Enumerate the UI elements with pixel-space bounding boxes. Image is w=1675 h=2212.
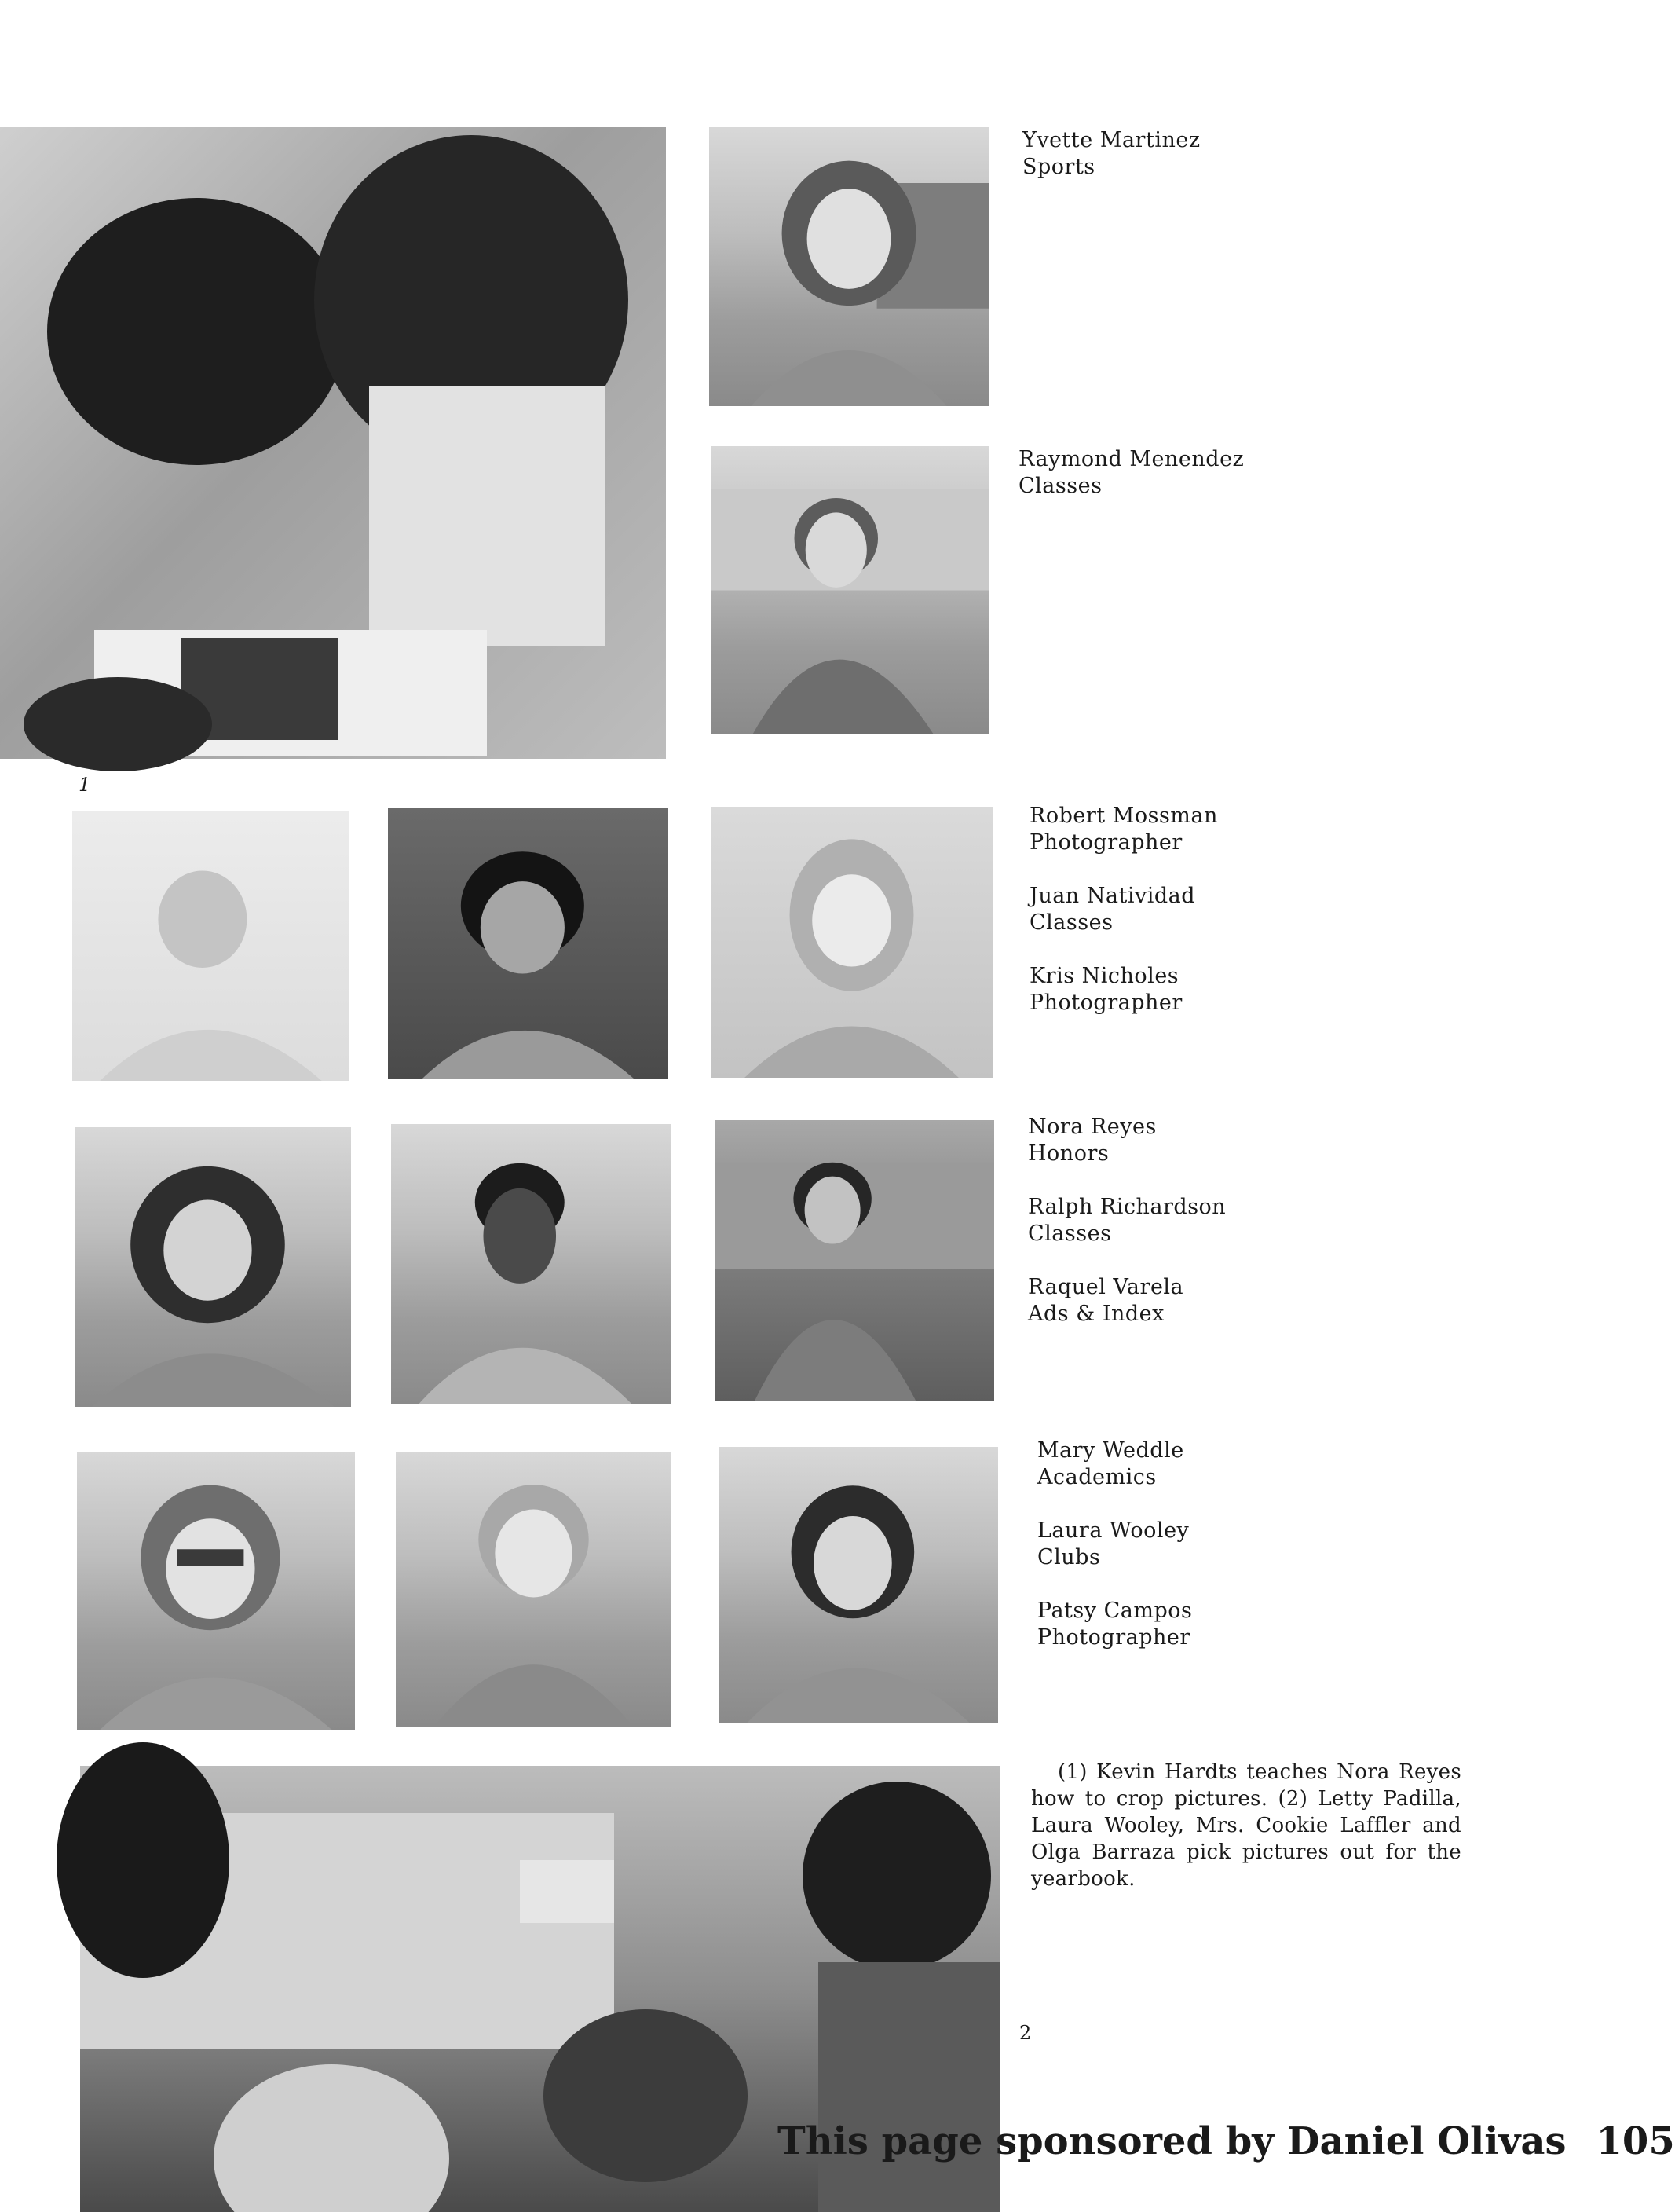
page-footer <box>777 2119 1675 2163</box>
portrait-ralph-richardson <box>391 1124 671 1404</box>
caption-role: Photographer <box>1037 1625 1190 1650</box>
caption-name: Mary Weddle <box>1037 1438 1184 1463</box>
portrait-yvette-martinez <box>709 127 989 406</box>
caption-role: Photographer <box>1030 991 1183 1015</box>
caption-role: Classes <box>1030 910 1114 935</box>
caption-role: Academics <box>1037 1465 1157 1489</box>
caption-role: Classes <box>1019 474 1103 498</box>
caption-role: Photographer <box>1030 830 1183 855</box>
caption-name: Ralph Richardson <box>1028 1195 1227 1219</box>
caption-name: Laura Wooley <box>1037 1518 1190 1543</box>
sponsor-line: This page sponsored by Daniel Olivas <box>777 2119 1567 2163</box>
portrait-robert-mossman <box>72 811 349 1081</box>
caption-name: Kris Nicholes <box>1030 964 1179 988</box>
caption-name: Yvette Martinez <box>1022 128 1201 152</box>
caption-role: Classes <box>1028 1221 1112 1246</box>
photo-marker-1: 1 <box>79 774 91 796</box>
caption-name: Juan Natividad <box>1030 884 1196 908</box>
portrait-nora-reyes <box>75 1127 351 1407</box>
caption-role: Ads & Index <box>1028 1302 1165 1326</box>
caption-name: Nora Reyes <box>1028 1115 1157 1139</box>
portrait-juan-natividad <box>388 808 668 1079</box>
photo-marker-2: 2 <box>1019 2022 1032 2044</box>
portrait-kris-nicholes <box>711 807 993 1078</box>
portrait-patsy-campos <box>719 1447 998 1723</box>
caption-name: Raquel Varela <box>1028 1275 1184 1299</box>
page-number: 105 <box>1596 2119 1675 2163</box>
caption-role: Clubs <box>1037 1545 1101 1569</box>
caption-role: Honors <box>1028 1141 1110 1166</box>
caption-role: Sports <box>1022 155 1095 179</box>
caption-name: Patsy Campos <box>1037 1599 1193 1623</box>
photo-caption-paragraph: (1) Kevin Hardts teaches Nora Reyes how to crop pictures. (2) Letty Padilla, Laura Wooley, Mrs. Cookie Laffler and Olga Barraza pick pictures out for the yearbook. <box>1031 1760 1461 1891</box>
portrait-raquel-varela <box>715 1120 994 1401</box>
photo-cropping-pictures <box>0 127 666 759</box>
portrait-mary-weddle <box>77 1452 355 1730</box>
caption-name: Robert Mossman <box>1030 804 1218 828</box>
portrait-laura-wooley <box>396 1452 671 1727</box>
portrait-raymond-menendez <box>711 446 989 734</box>
caption-name: Raymond Menendez <box>1019 447 1245 471</box>
